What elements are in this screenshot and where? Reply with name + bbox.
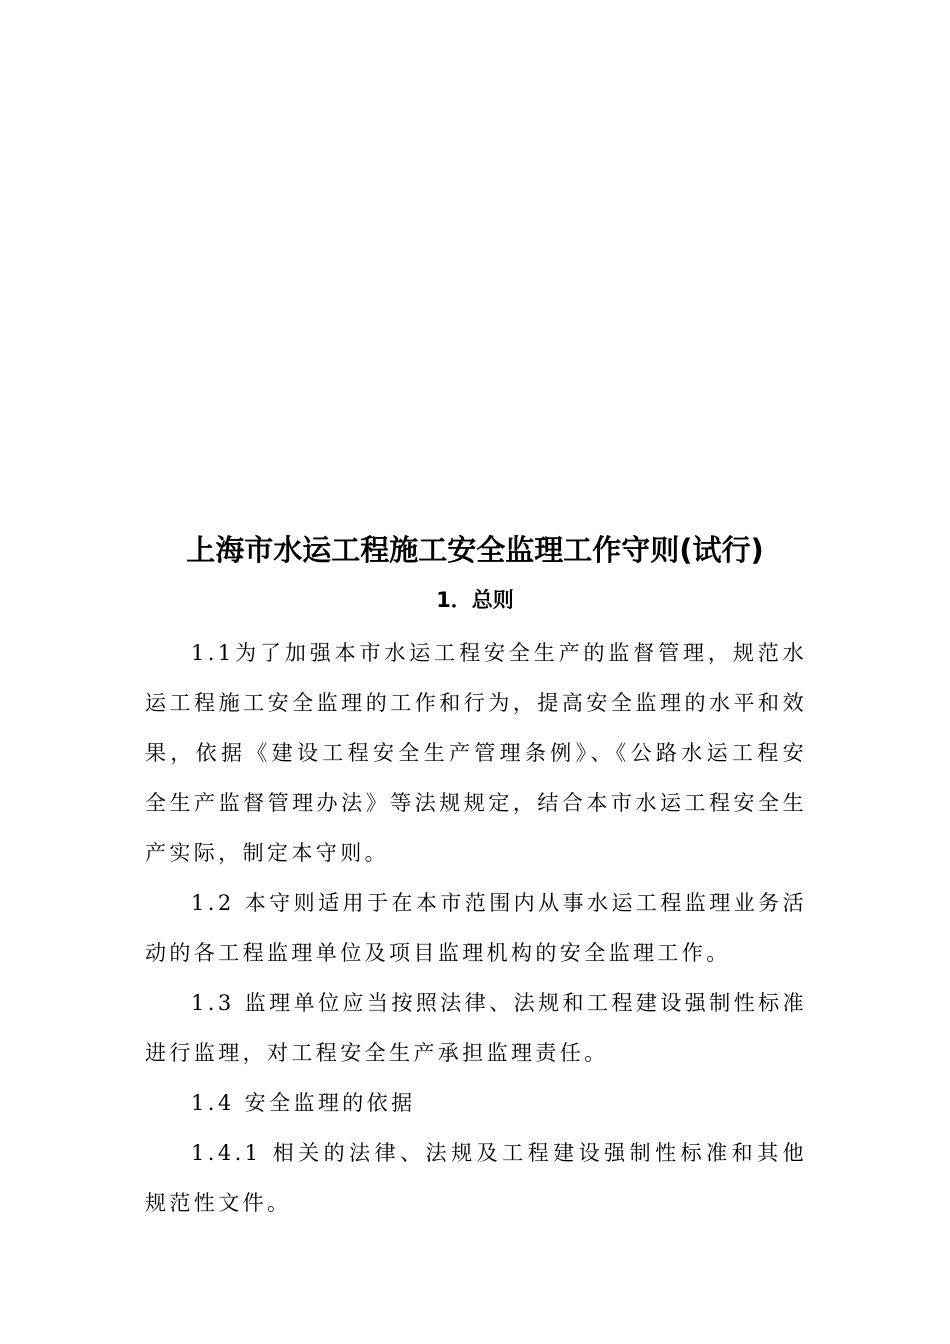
body-text (145, 628, 807, 1228)
section-heading: 1．总则 (436, 588, 514, 612)
paragraph-1-1: 1.1为了加强本市水运工程安全生产的监督管理，规范水运工程施工安全监理的工作和行为，提高安全监理的水平和效果，依据《建设工程安全生产管理条例》、《公路水运工程安全生产监督管理办法》等法规规定，结合本市水运工程安全生产实际，制定本守则。 (145, 641, 807, 865)
paragraph-1-3: 1.3 监理单位应当按照法律、法规和工程建设强制性标准进行监理，对工程安全生产承担监理责任。 (145, 991, 807, 1065)
paragraph-1-2: 1.2 本守则适用于在本市范围内从事水运工程监理业务活动的各工程监理单位及项目监理机构的安全监理工作。 (145, 891, 807, 965)
paragraph-1-4: 1.4 安全监理的依据 (191, 1091, 416, 1115)
document-title: 上海市水运工程施工安全监理工作守则(试行) (186, 533, 764, 567)
paragraph-1-4-1: 1.4.1 相关的法律、法规及工程建设强制性标准和其他规范性文件。 (145, 1141, 807, 1215)
